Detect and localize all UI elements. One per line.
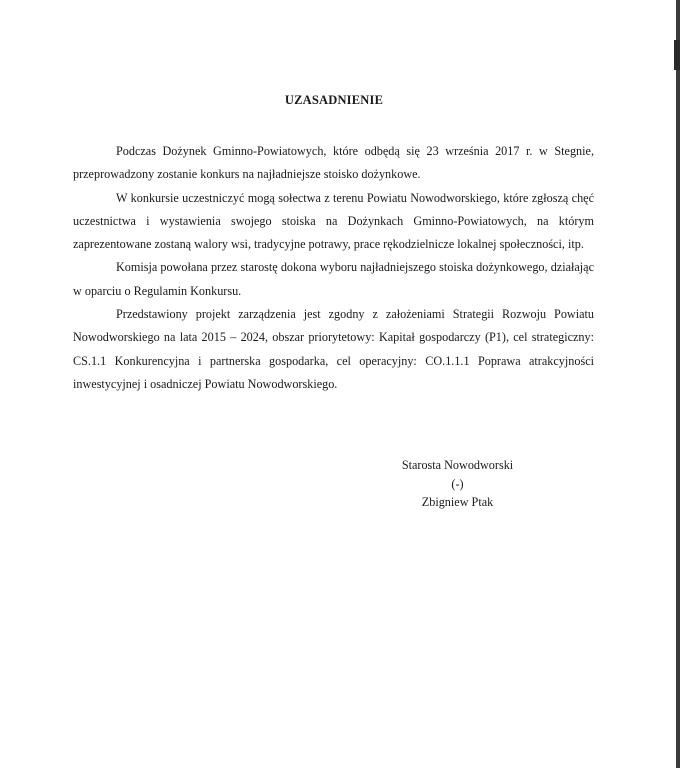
page-edge <box>676 0 680 768</box>
paragraph-2: W konkursie uczestniczyć mogą sołectwa z terenu Powiatu Nowodworskiego, które zgłoszą chęć uczestnictwa i wystawienia swojego stoiska na Dożynkach Gminno-Powiatowych, na którym zaprezentowane zostaną walory wsi, tradycyjne potrawy, prace rękodzielnicze lokalnej społeczności, itp. <box>73 190 594 252</box>
signature-mark: (-) <box>451 476 464 491</box>
signature-position: Starosta Nowodworski <box>401 458 514 472</box>
document-body <box>73 140 594 396</box>
paragraph-4: Przedstawiony projekt zarządzenia jest zgodny z założeniami Strategii Rozwoju Powiatu Nowodworskiego na lata 2015 – 2024, obszar priorytetowy: Kapitał gospodarczy (P1), cel strategiczny: CS.1.1 Konkurencyjna i partnerska gospodarka, cel operacyjny: CO.1.1.1 Poprawa atrakcyjności inwestycyjnej i osadniczej Powiatu Nowodworskiego. <box>73 307 594 391</box>
paragraph-1: Podczas Dożynek Gminno-Powiatowych, które odbędą się 23 września 2017 r. w Stegnie, przeprowadzony zostanie konkurs na najładniejsze stoisko dożynkowe. <box>73 144 594 182</box>
paragraph-3: Komisja powołana przez starostę dokona wyboru najładniejszego stoiska dożynkowego, działając w oparciu o Regulamin Konkursu. <box>73 260 594 298</box>
document-title: UZASADNIENIE <box>284 93 384 107</box>
page-edge-mark <box>674 40 680 70</box>
signature-name: Zbigniew Ptak <box>421 495 494 510</box>
signature-block <box>380 456 535 512</box>
